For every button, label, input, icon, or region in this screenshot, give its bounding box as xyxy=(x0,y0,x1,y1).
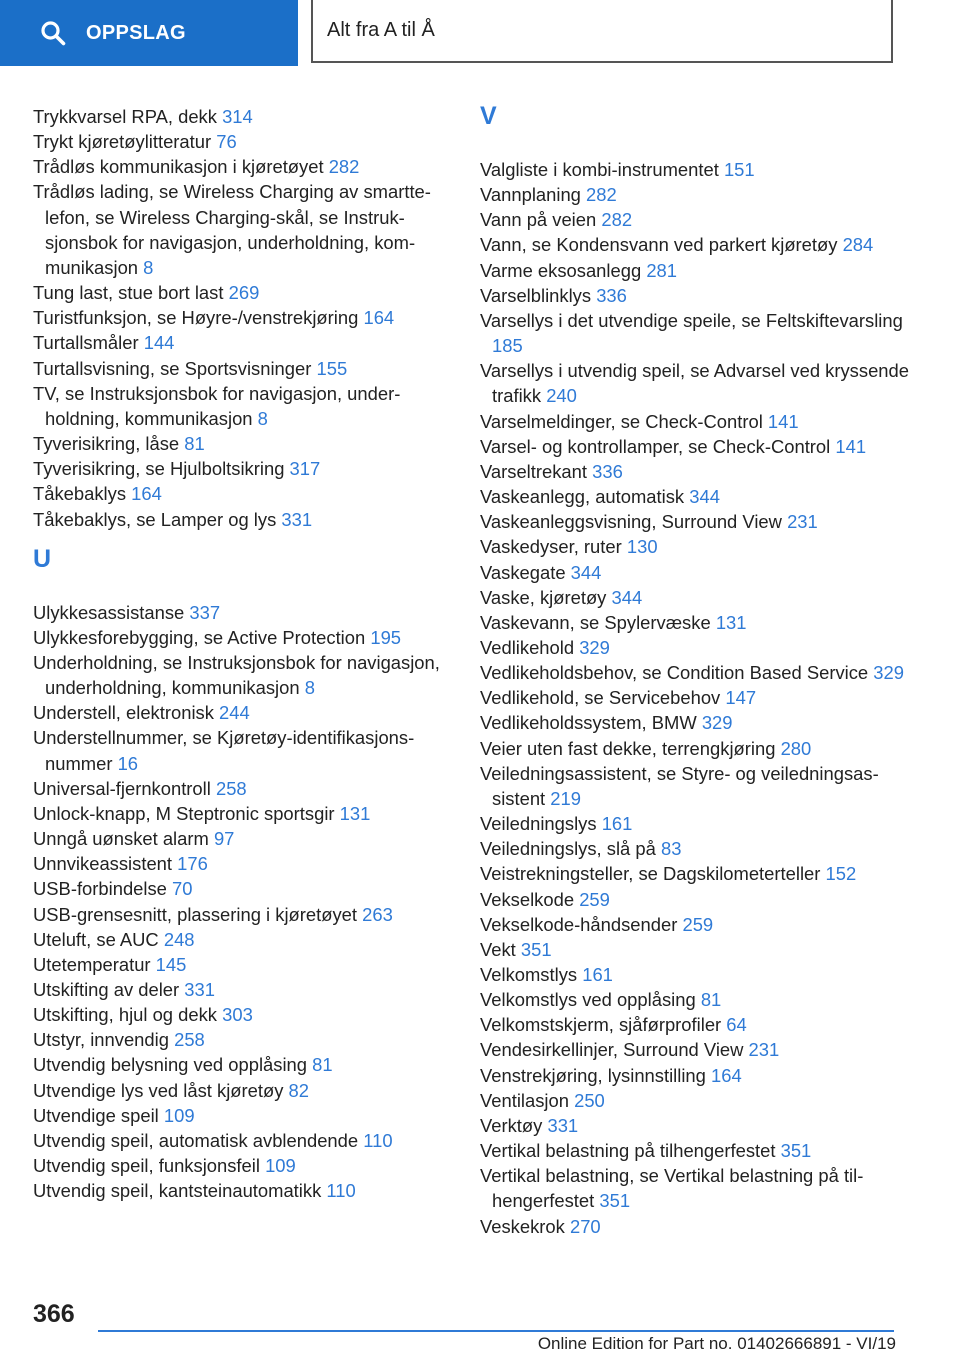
index-entry xyxy=(480,409,910,434)
index-entry xyxy=(33,129,453,154)
index-entry-text: Turtallsmåler xyxy=(33,332,139,354)
page-link[interactable]: 164 xyxy=(131,483,162,505)
index-entry xyxy=(33,826,453,851)
index-entry xyxy=(480,1138,910,1163)
index-entry-text: Tyverisikring, se Hjulboltsikring xyxy=(33,458,285,480)
page-link[interactable]: 145 xyxy=(155,953,187,975)
index-entry-text: Understellnummer, se Kjøretøy-identifikasjonsnummer xyxy=(33,727,415,774)
index-entry-text: Unngå uønsket alarm xyxy=(33,828,209,850)
index-entry xyxy=(33,876,453,901)
index-entry xyxy=(33,1002,453,1027)
page-link[interactable]: 344 xyxy=(611,586,643,608)
index-entry xyxy=(480,987,910,1012)
index-entry xyxy=(33,179,453,280)
index-entry xyxy=(33,305,453,330)
index-entry-text: Velkomstskjerm, sjåførprofiler xyxy=(480,1014,722,1036)
index-entry-text: Varselmeldinger, se Check-Control xyxy=(480,410,763,432)
index-entry-text: Utskifting, hjul og dekk xyxy=(33,1004,217,1026)
index-entry xyxy=(480,1113,910,1138)
index-entry xyxy=(33,1052,453,1077)
page-link[interactable]: 344 xyxy=(570,561,602,583)
page-link[interactable]: 331 xyxy=(547,1114,579,1136)
page-link[interactable]: 81 xyxy=(700,989,722,1011)
index-entry-text: Vertikal belastning på tilhengerfestet xyxy=(480,1140,776,1162)
page-link[interactable]: 314 xyxy=(222,106,253,127)
index-letter-u: U xyxy=(33,544,52,573)
index-entry xyxy=(480,484,910,509)
section-title-tab xyxy=(311,0,893,63)
index-entry xyxy=(480,1012,910,1037)
index-entry-text: Utskifting av deler xyxy=(33,979,180,1000)
page-link[interactable]: 250 xyxy=(574,1089,605,1111)
index-entry xyxy=(480,710,910,735)
page-link[interactable]: 259 xyxy=(579,888,610,910)
index-entry xyxy=(33,1178,453,1203)
page-link[interactable]: 97 xyxy=(213,828,235,850)
page-link[interactable]: 144 xyxy=(143,332,175,354)
index-entry xyxy=(480,258,910,283)
index-entry-text: Utvendig speil, automatisk avblendende xyxy=(33,1129,359,1151)
index-entry xyxy=(33,154,453,179)
index-entry xyxy=(33,650,453,700)
index-entry xyxy=(33,776,453,801)
index-entry xyxy=(480,887,910,912)
index-entry-text: Unlock-knapp, M Steptronic sportsgir xyxy=(33,802,335,824)
index-entry xyxy=(33,927,453,952)
index-entry-text: Vendesirkellinjer, Surround View xyxy=(480,1039,744,1061)
index-entry xyxy=(480,912,910,937)
index-entry-text: Tåkebaklys, se Lamper og lys xyxy=(33,508,277,530)
index-entry-text: Ventilasjon xyxy=(480,1089,569,1111)
page-link[interactable]: 64 xyxy=(726,1014,747,1036)
index-entry xyxy=(33,977,453,1002)
index-entry xyxy=(480,534,910,559)
index-entry-text: Vekselkode xyxy=(480,888,575,910)
index-entry xyxy=(480,685,910,710)
page-link[interactable]: 351 xyxy=(520,938,552,960)
page-link[interactable]: 161 xyxy=(582,964,613,985)
index-entry-text: Venstrekjøring, lysinnstilling xyxy=(480,1064,706,1086)
index-entry xyxy=(33,801,453,826)
index-entry-text: Tyverisikring, låse xyxy=(33,433,180,455)
page-link[interactable]: 8 xyxy=(257,407,268,429)
index-entry-text: Trykkvarsel RPA, dekk xyxy=(33,106,217,127)
page-link[interactable]: 8 xyxy=(143,256,154,278)
index-entry-text: Verktøy xyxy=(480,1114,543,1136)
index-entry-text: Vedlikeholdssystem, BMW xyxy=(480,712,697,734)
page-link[interactable]: 82 xyxy=(288,1079,309,1101)
page-link[interactable]: 259 xyxy=(682,913,714,935)
index-entry-text: Veiledningslys, slå på xyxy=(480,838,656,860)
search-tab-label: OPPSLAG xyxy=(86,21,186,44)
page-link[interactable]: 219 xyxy=(550,787,581,809)
index-entry-text: Velkomstlys ved opplåsing xyxy=(480,989,696,1011)
index-entry-text: Utvendige lys ved låst kjøretøy xyxy=(33,1079,284,1101)
index-entry xyxy=(33,280,453,305)
index-entry xyxy=(33,1153,453,1178)
index-entry xyxy=(33,104,453,129)
index-entry xyxy=(33,456,453,481)
index-entry-text: Utvendige speil xyxy=(33,1104,159,1126)
index-entry xyxy=(33,330,453,355)
page-link[interactable]: 109 xyxy=(265,1155,296,1177)
index-list-u xyxy=(33,600,453,1204)
page-link[interactable]: 282 xyxy=(328,156,360,178)
page-link[interactable]: 263 xyxy=(362,903,393,925)
index-entry-text: Turistfunksjon, se Høyre-/venstrekjøring xyxy=(33,307,359,329)
index-entry xyxy=(480,560,910,585)
page-link[interactable]: 331 xyxy=(184,979,215,1000)
index-entry xyxy=(480,182,910,207)
index-entry xyxy=(33,625,453,650)
page-link[interactable]: 131 xyxy=(715,611,747,633)
index-entry-text: Vaske, kjøretøy xyxy=(480,586,607,608)
index-entry-text: Veiledningsassistent, se Styre- og veiledningsassistent xyxy=(480,762,879,809)
index-entry xyxy=(480,1063,910,1088)
index-entry-text: Universal-fjernkontroll xyxy=(33,777,211,799)
page-link[interactable]: 110 xyxy=(363,1129,393,1151)
page-link[interactable]: 151 xyxy=(723,159,755,180)
page-link[interactable]: 248 xyxy=(163,928,195,950)
index-list-v xyxy=(480,157,910,1239)
page-link[interactable]: 8 xyxy=(304,677,315,699)
page-link[interactable]: 161 xyxy=(601,813,633,835)
index-entry xyxy=(33,507,453,532)
index-entry-text: Vaskegate xyxy=(480,561,566,583)
index-entry-text: Vann på veien xyxy=(480,209,597,231)
page-link[interactable]: 329 xyxy=(579,636,610,658)
index-entry-text: Utvendig belysning ved opplåsing xyxy=(33,1054,308,1076)
page-link[interactable]: 337 xyxy=(189,601,221,623)
search-icon xyxy=(40,20,66,46)
index-entry-text: Vedlikehold, se Servicebehov xyxy=(480,687,721,709)
index-entry xyxy=(33,952,453,977)
index-entry xyxy=(480,836,910,861)
index-entry-text: Vannplaning xyxy=(480,184,581,206)
page-link[interactable]: 130 xyxy=(626,536,658,558)
index-entry-text: Uteluft, se AUC xyxy=(33,928,159,950)
index-entry xyxy=(480,585,910,610)
page-link[interactable]: 155 xyxy=(316,357,348,379)
index-entry xyxy=(480,509,910,534)
page-link[interactable]: 110 xyxy=(326,1180,356,1202)
page-link[interactable]: 16 xyxy=(117,752,139,774)
index-entry xyxy=(33,356,453,381)
index-entry-text: Vertikal belastning, se Vertikal belastning på tilhengerfestet xyxy=(480,1165,864,1212)
index-entry-text: Vaskedyser, ruter xyxy=(480,536,622,558)
index-entry-text: TV, se Instruksjonsbok for navigasjon, underholdning, kommunikasjon xyxy=(33,382,401,429)
footer-edition-text: Online Edition for Part no. 01402666891 - VI/19 xyxy=(537,1334,896,1353)
page-link[interactable]: 81 xyxy=(184,433,205,455)
index-entry xyxy=(480,232,910,257)
page-link[interactable]: 281 xyxy=(646,259,677,281)
index-letter-v: V xyxy=(480,102,497,130)
page-link[interactable]: 152 xyxy=(825,863,857,885)
index-entry xyxy=(33,902,453,927)
index-entry xyxy=(33,381,453,431)
page-link[interactable]: 258 xyxy=(215,777,247,799)
page-link[interactable]: 109 xyxy=(163,1104,195,1126)
page-link[interactable]: 240 xyxy=(546,385,577,407)
page-link[interactable]: 303 xyxy=(222,1004,253,1026)
page-link[interactable]: 351 xyxy=(780,1140,812,1162)
index-entry xyxy=(480,861,910,886)
index-entry xyxy=(480,937,910,962)
index-entry-text: Tåkebaklys xyxy=(33,483,127,505)
page-link[interactable]: 81 xyxy=(312,1054,333,1076)
page-link[interactable]: 131 xyxy=(339,802,371,824)
footer-divider xyxy=(98,1330,894,1332)
page-link[interactable]: 270 xyxy=(569,1215,601,1237)
index-entry-text: Utvendig speil, funksjonsfeil xyxy=(33,1155,260,1177)
index-entry xyxy=(480,660,910,685)
page-link[interactable]: 244 xyxy=(219,702,250,724)
index-entry-text: Varsellys i utvendig speil, se Advarsel ved kryssende trafikk xyxy=(480,360,909,407)
index-entry xyxy=(480,811,910,836)
index-entry xyxy=(33,481,453,506)
index-entry-text: Varme eksosanlegg xyxy=(480,259,642,281)
index-entry-text: Tung last, stue bort last xyxy=(33,282,224,304)
page-link[interactable]: 83 xyxy=(660,838,682,860)
page-link[interactable]: 336 xyxy=(592,460,623,482)
index-entry-text: Varsel- og kontrollamper, se Check-Control xyxy=(480,435,831,457)
index-entry xyxy=(33,1078,453,1103)
index-entry xyxy=(480,736,910,761)
index-entry-text: Vaskeanlegg, automatisk xyxy=(480,486,685,508)
index-entry-text: USB-forbindelse xyxy=(33,878,167,900)
page-link[interactable]: 70 xyxy=(172,878,193,900)
index-entry xyxy=(480,358,910,408)
page-link[interactable]: 317 xyxy=(289,458,321,480)
index-entry xyxy=(480,207,910,232)
index-entry-text: Understell, elektronisk xyxy=(33,702,214,724)
index-entry-text: Unnvikeassistent xyxy=(33,853,173,875)
index-entry-text: USB-grensesnitt, plassering i kjøretøyet xyxy=(33,903,357,925)
page-link[interactable]: 344 xyxy=(689,486,720,508)
index-entry xyxy=(480,283,910,308)
index-entry-text: Vaskevann, se Spylervæske xyxy=(480,611,711,633)
index-entry xyxy=(33,431,453,456)
page-link[interactable]: 282 xyxy=(586,184,617,206)
index-entry xyxy=(33,1103,453,1128)
index-entry-text: Ulykkesforebygging, se Active Protection xyxy=(33,626,366,648)
page-link[interactable]: 164 xyxy=(363,307,395,329)
page-link[interactable]: 280 xyxy=(780,737,812,759)
search-tab[interactable] xyxy=(0,0,298,66)
index-entry-text: Vekt xyxy=(480,938,516,960)
index-entry-text: Ulykkesassistanse xyxy=(33,601,185,623)
page-link[interactable]: 284 xyxy=(842,234,874,256)
index-entry-text: Veiledningslys xyxy=(480,813,597,835)
page-link[interactable]: 351 xyxy=(599,1190,631,1212)
section-title: Alt fra A til Å xyxy=(327,19,435,41)
index-entry xyxy=(480,962,910,987)
page-link[interactable]: 141 xyxy=(767,410,799,432)
page-link[interactable]: 258 xyxy=(174,1029,205,1051)
index-column-left xyxy=(33,104,453,1203)
page-link[interactable]: 176 xyxy=(177,853,208,875)
page-link[interactable]: 76 xyxy=(216,131,237,153)
index-entry-text: Turtallsvisning, se Sportsvisninger xyxy=(33,357,312,379)
index-entry-text: Vedlikeholdsbehov, se Condition Based Service xyxy=(480,662,869,684)
index-entry-text: Valgliste i kombi-instrumentet xyxy=(480,159,719,180)
index-entry-text: Utstyr, innvendig xyxy=(33,1029,169,1051)
index-list-t xyxy=(33,104,453,532)
page-link[interactable]: 147 xyxy=(725,687,757,709)
index-entry-text: Trådløs lading, se Wireless Charging av smarttelefon, se Wireless Charging-skål, se Instruksjonsbok for navigasjon, underholdning, kommunikasjon xyxy=(33,181,431,278)
index-entry xyxy=(480,434,910,459)
index-entry xyxy=(33,600,453,625)
page-link[interactable]: 195 xyxy=(370,626,402,648)
index-entry-text: Trådløs kommunikasjon i kjøretøyet xyxy=(33,156,324,178)
index-entry xyxy=(480,635,910,660)
index-entry-text: Utetemperatur xyxy=(33,953,151,975)
index-entry-text: Vaskeanleggsvisning, Surround View xyxy=(480,511,782,533)
page-link[interactable]: 164 xyxy=(711,1064,742,1086)
index-entry-text: Vekselkode-håndsender xyxy=(480,913,678,935)
index-entry-text: Underholdning, se Instruksjonsbok for navigasjon, underholdning, kommunikasjon xyxy=(33,651,440,699)
index-entry xyxy=(33,725,453,775)
page-link[interactable]: 329 xyxy=(701,712,733,734)
index-entry-text: Vann, se Kondensvann ved parkert kjøretøy xyxy=(480,234,838,256)
index-entry xyxy=(480,610,910,635)
page-header xyxy=(0,0,960,66)
index-entry xyxy=(33,1128,453,1153)
index-entry-text: Veskekrok xyxy=(480,1215,565,1237)
page-link[interactable]: 329 xyxy=(873,662,904,684)
index-entry xyxy=(480,1088,910,1113)
index-entry xyxy=(480,761,910,811)
index-entry xyxy=(480,1037,910,1062)
page-link[interactable]: 185 xyxy=(492,335,523,357)
page-link[interactable]: 331 xyxy=(281,508,313,530)
index-entry-text: Varseltrekant xyxy=(480,460,587,482)
index-entry-text: Velkomstlys xyxy=(480,964,578,985)
index-entry xyxy=(480,459,910,484)
index-entry-text: Veier uten fast dekke, terrengkjøring xyxy=(480,737,776,759)
page-link[interactable]: 282 xyxy=(601,209,633,231)
page-number: 366 xyxy=(33,1300,75,1328)
index-entry xyxy=(480,1163,910,1213)
index-entry xyxy=(480,1214,910,1239)
page-link[interactable]: 269 xyxy=(228,282,260,304)
page-link[interactable]: 231 xyxy=(787,511,818,533)
index-entry-text: Varsellys i det utvendige speile, se Feltskiftevarsling xyxy=(480,309,903,331)
page-link[interactable]: 231 xyxy=(748,1039,780,1061)
page-link[interactable]: 336 xyxy=(596,284,627,306)
index-entry xyxy=(33,1027,453,1052)
page-link[interactable]: 141 xyxy=(835,435,867,457)
index-entry xyxy=(33,851,453,876)
index-column-right xyxy=(480,104,910,1239)
index-entry-text: Vedlikehold xyxy=(480,636,575,658)
index-entry-text: Utvendig speil, kantsteinautomatikk xyxy=(33,1180,322,1202)
index-entry xyxy=(480,157,910,182)
index-entry-text: Trykt kjøretøylitteratur xyxy=(33,131,212,153)
index-entry xyxy=(480,308,910,358)
index-entry xyxy=(33,700,453,725)
index-entry-text: Varselblinklys xyxy=(480,284,592,306)
index-entry-text: Veistrekningsteller, se Dagskilometerteller xyxy=(480,863,821,885)
